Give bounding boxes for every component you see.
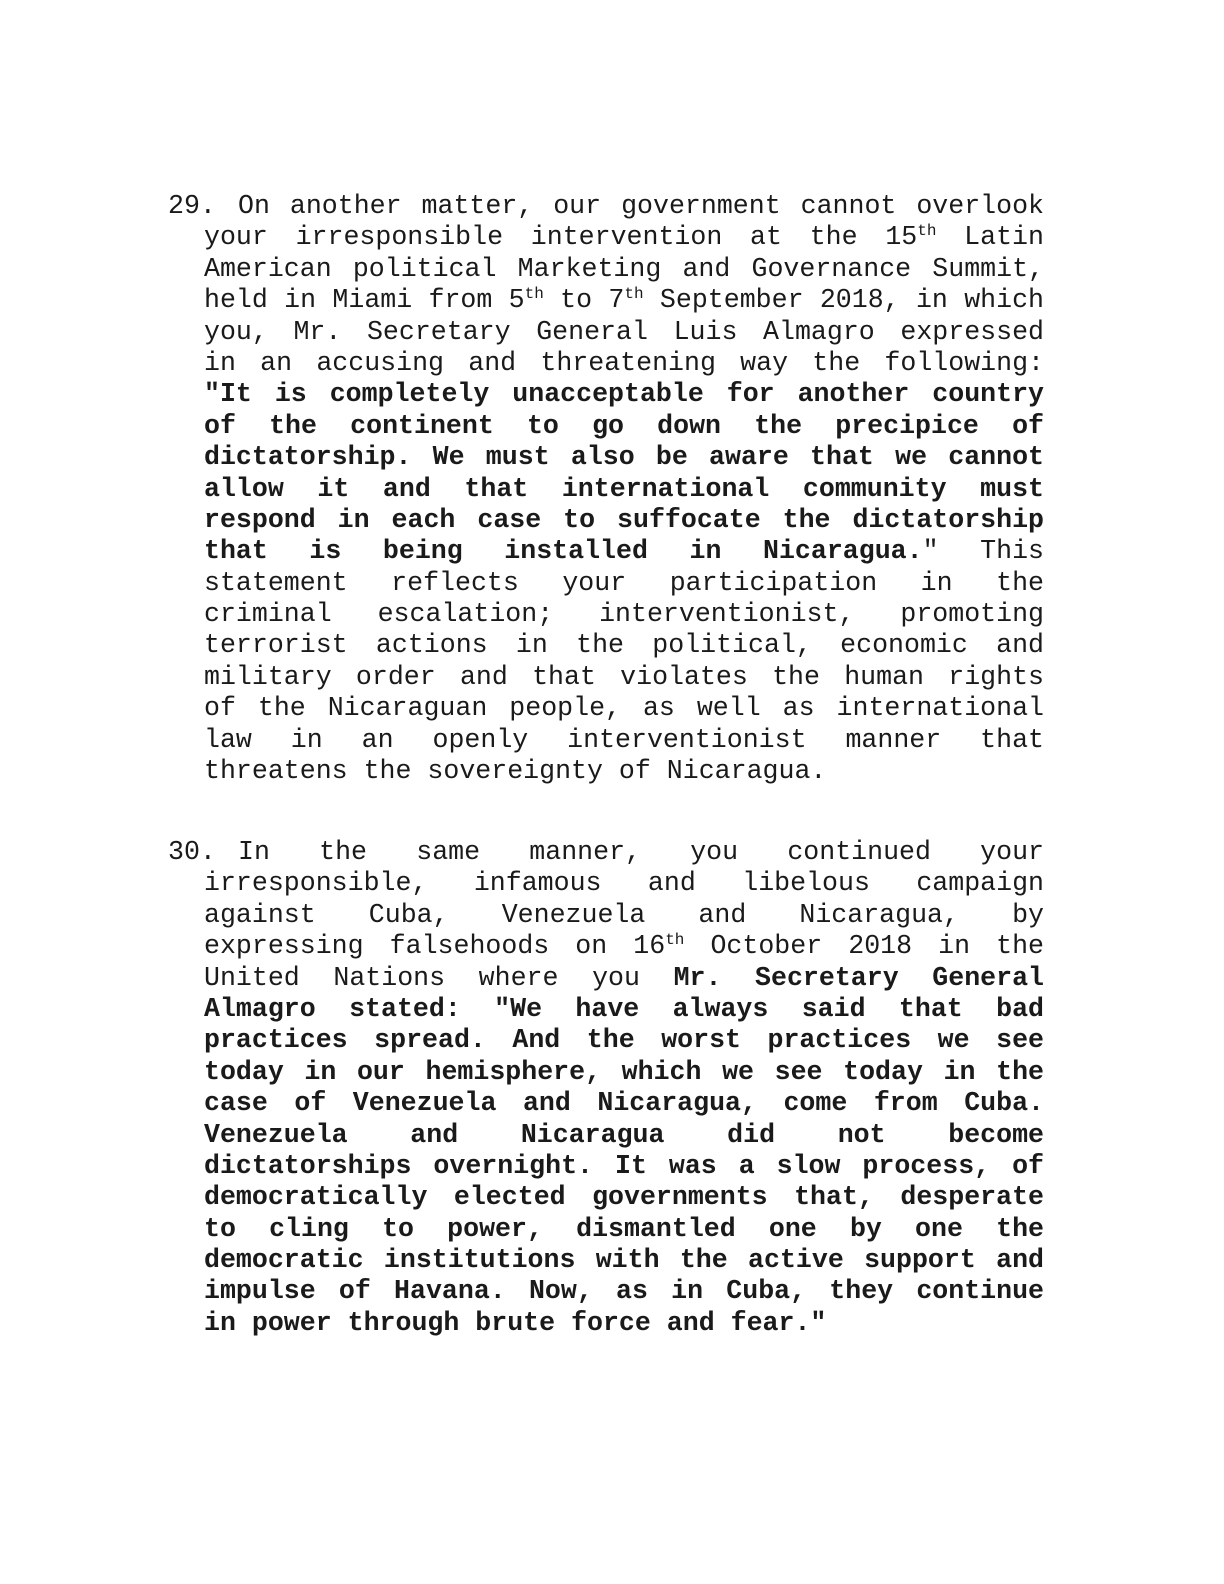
quote-text: Mr. Secretary General	[673, 962, 1044, 993]
text-run: to 7	[543, 285, 625, 316]
quote-text: in power through brute force and fear."	[204, 1307, 827, 1338]
text-run: " This	[922, 536, 1044, 567]
quote-text: "It is completely unacceptable for another country	[204, 379, 1044, 410]
paragraph-29-line	[168, 442, 1044, 473]
paragraph-30-line	[168, 1057, 1044, 1088]
paragraph-29-line: of the Nicaraguan people, as well as international	[204, 693, 1044, 724]
paragraph-text: On another matter, our government cannot overlook	[238, 191, 1044, 221]
quote-text: democratically elected governments that, desperate	[204, 1182, 1044, 1213]
paragraph-30-line: irresponsible, infamous and libelous campaign	[204, 868, 1044, 899]
quote-text: democratic institutions with the active support and	[204, 1245, 1044, 1276]
paragraph-30-line	[168, 1088, 1044, 1119]
paragraph-30-line	[168, 1182, 1044, 1213]
paragraph-29-line	[168, 222, 1044, 253]
paragraph-29-line	[168, 474, 1044, 505]
paragraph-30-line	[168, 1308, 1044, 1339]
paragraph-29-line: statement reflects your participation in the	[204, 567, 1044, 598]
paragraph-29-line: threatens the sovereignty of Nicaragua.	[204, 756, 827, 787]
quote-text: that is being installed in Nicaragua.	[204, 536, 923, 567]
paragraph-29-line	[168, 379, 1044, 410]
superscript: th	[665, 931, 685, 950]
paragraph-30-line	[168, 1151, 1044, 1182]
quote-text: dictatorship. We must also be aware that we cannot	[204, 442, 1044, 473]
quote-text: respond in each case to suffocate the dictatorship	[204, 504, 1044, 535]
paragraph-30-line	[168, 963, 1044, 994]
paragraph-29-line: American political Marketing and Governance Summit,	[204, 253, 1044, 284]
paragraph-30-line	[168, 994, 1044, 1025]
quote-text: Venezuela and Nicaragua did not become	[204, 1119, 1044, 1150]
quote-text: allow it and that international community must	[204, 473, 1044, 504]
quote-text: case of Venezuela and Nicaragua, come from Cuba.	[204, 1088, 1044, 1119]
text-run: United Nations where you	[204, 962, 674, 993]
paragraph-29-line: in an accusing and threatening way the following:	[204, 347, 1044, 378]
paragraph-30-line	[168, 1025, 1044, 1056]
text-run: October 2018 in the	[684, 931, 1044, 962]
paragraph-number: 30.	[168, 837, 216, 867]
paragraph-30-line	[168, 931, 1044, 962]
paragraph-30-line	[168, 1245, 1044, 1276]
paragraph-29-line: criminal escalation; interventionist, promoting	[204, 599, 1044, 630]
paragraph-29-line: law in an openly interventionist manner that	[204, 724, 1044, 755]
paragraph-30-line	[168, 1120, 1044, 1151]
paragraph-29-line: you, Mr. Secretary General Luis Almagro expressed	[204, 316, 1044, 347]
quote-text: of the continent to go down the precipice of	[204, 410, 1044, 441]
paragraph-29-line	[168, 411, 1044, 442]
paragraph-29-line	[168, 505, 1044, 536]
quote-text: today in our hemisphere, which we see today in the	[204, 1056, 1044, 1087]
paragraph-30	[168, 837, 1044, 1339]
text-run: expressing falsehoods on 16	[204, 931, 666, 962]
text-run: held in Miami from 5	[204, 285, 525, 316]
paragraph-29-line: military order and that violates the human rights	[204, 661, 1044, 692]
superscript: th	[524, 285, 544, 304]
paragraph-29-line: terrorist actions in the political, economic and	[204, 630, 1044, 661]
quote-text: dictatorships overnight. It was a slow process, of	[204, 1150, 1044, 1181]
paragraph-30-line	[168, 1214, 1044, 1245]
paragraph-29-line	[168, 536, 1044, 567]
quote-text: impulse of Havana. Now, as in Cuba, they continue	[204, 1276, 1044, 1307]
paragraph-29-line	[168, 285, 1044, 316]
text-run: September 2018, in which	[643, 285, 1044, 316]
paragraph-29-line	[168, 191, 1044, 222]
quote-text: practices spread. And the worst practices we see	[204, 1025, 1044, 1056]
quote-text: to cling to power, dismantled one by one the	[204, 1213, 1044, 1244]
superscript: th	[917, 222, 937, 241]
text-run: Latin	[936, 222, 1044, 253]
paragraph-30-line	[168, 1276, 1044, 1307]
paragraph-number: 29.	[168, 191, 216, 221]
paragraph-29	[168, 191, 1044, 787]
superscript: th	[624, 285, 644, 304]
paragraph-30-line: against Cuba, Venezuela and Nicaragua, by	[204, 899, 1044, 930]
paragraph-text: In the same manner, you continued your	[238, 837, 1044, 867]
paragraph-30-line	[168, 837, 1044, 868]
text-run: your irresponsible intervention at the 15	[204, 222, 918, 253]
quote-text: Almagro stated: "We have always said that bad	[204, 993, 1044, 1024]
